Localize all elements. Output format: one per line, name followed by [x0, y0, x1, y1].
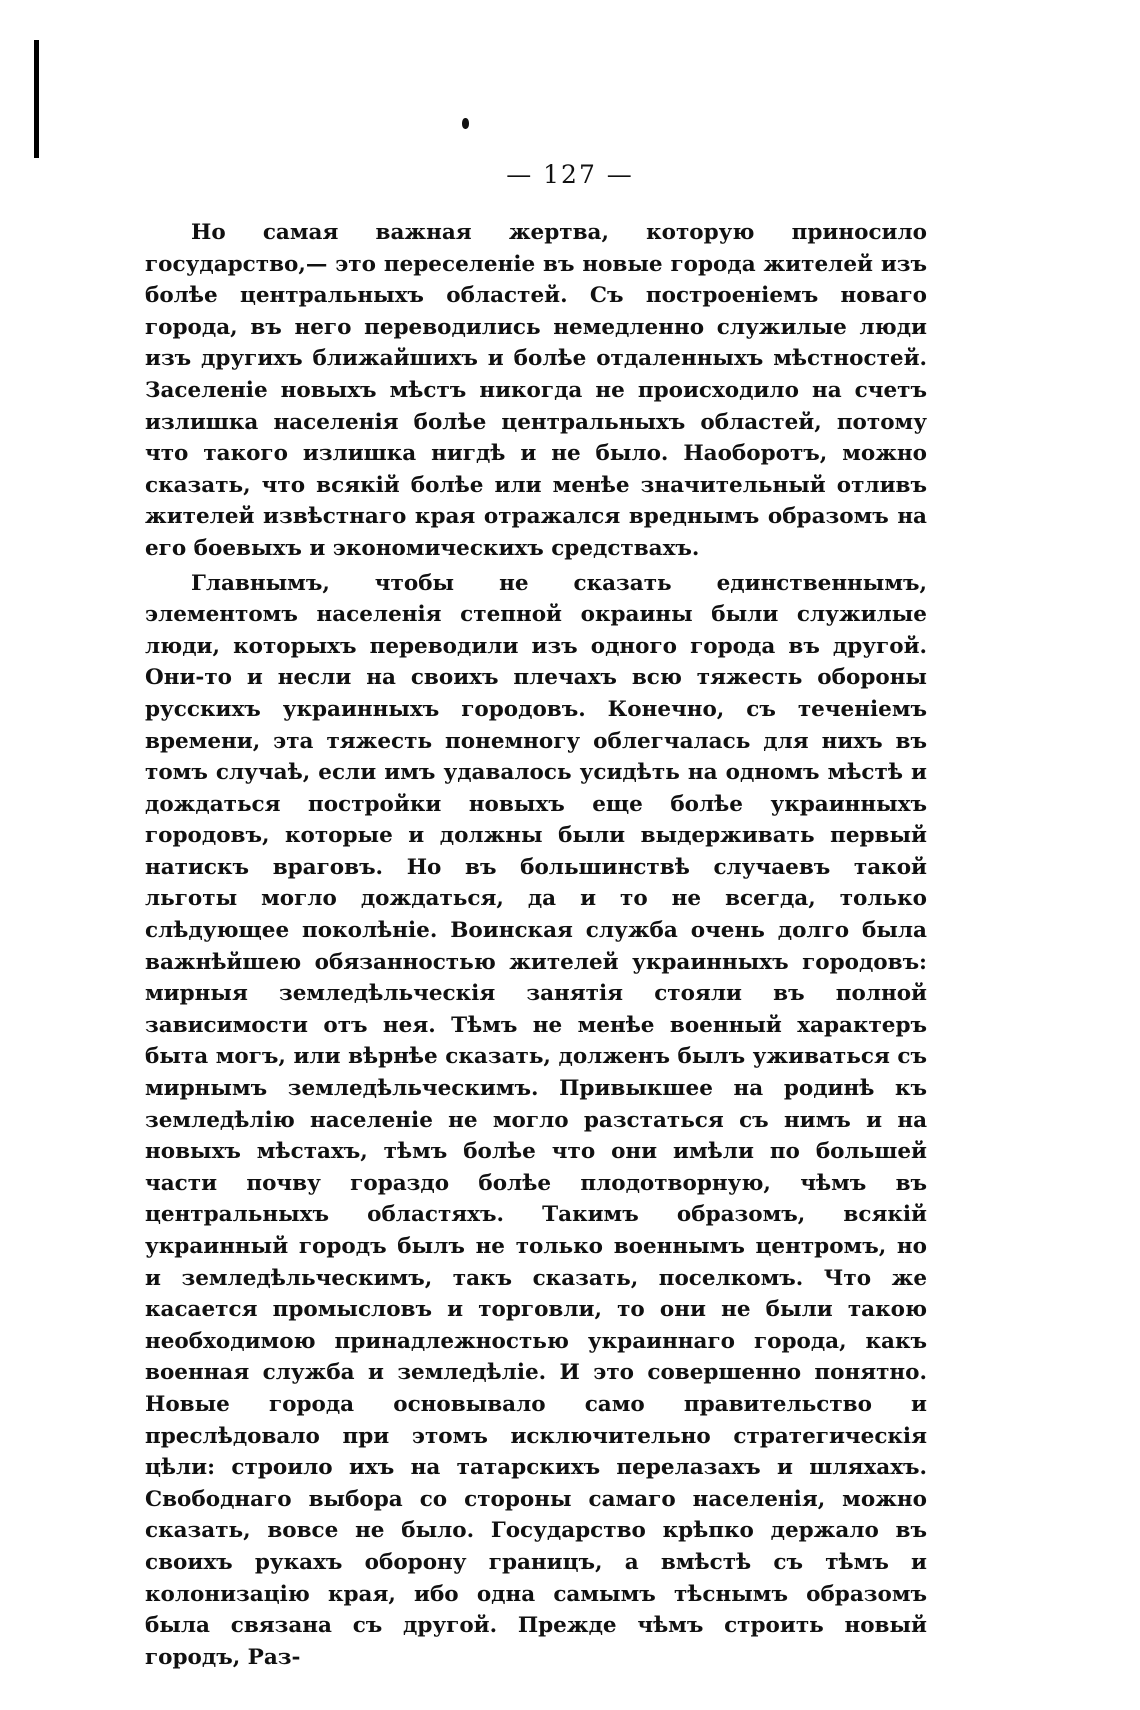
- ink-dot: [462, 118, 469, 129]
- page-number: — 127 —: [506, 160, 634, 189]
- scan-edge-mark: [34, 40, 39, 158]
- paragraph: Но самая важная жертва, которую приносило государство,— это переселеніе въ новые города жителей изъ болѣе центральныхъ областей. Съ построеніемъ новаго города, въ него переводились немедленно служилые люди изъ другихъ ближайшихъ и болѣе отдаленныхъ мѣстностей. Заселеніе новыхъ мѣстъ никогда не происходило на счетъ излишка населенія болѣе центральныхъ областей, потому что такого излишка нигдѣ и не было. Наоборотъ, можно сказать, что всякій болѣе или менѣе значительный отливъ жителей извѣстнаго края отражался вреднымъ образомъ на его боевыхъ и экономическихъ средствахъ.: [145, 220, 927, 561]
- body-text: [145, 217, 927, 1673]
- paragraph: Главнымъ, чтобы не сказать единственнымъ, элементомъ населенія степной окраины были служилые люди, которыхъ переводили изъ одного города въ другой. Они-то и несли на своихъ плечахъ всю тяжесть обороны русскихъ украинныхъ городовъ. Конечно, съ теченіемъ времени, эта тяжесть понемногу облегчалась для нихъ въ томъ случаѣ, если имъ удавалось усидѣть на одномъ мѣстѣ и дождаться постройки новыхъ еще болѣе украинныхъ городовъ, которые и должны были выдерживать первый натискъ враговъ. Но въ большинствѣ случаевъ такой льготы могло дождаться, да и то не всегда, только слѣдующее поколѣніе. Воинская служба очень долго была важнѣйшею обязанностью жителей украинныхъ городовъ: мирныя земледѣльческія занятія стояли въ полной зависимости отъ нея. Тѣмъ не менѣе военный характеръ быта могъ, или вѣрнѣе сказать, долженъ былъ уживаться съ мирнымъ земледѣльческимъ. Привыкшее на родинѣ къ земледѣлію населеніе не могло разстаться съ нимъ и на новыхъ мѣстахъ, тѣмъ болѣе что они имѣли по большей части почву гораздо болѣе плодотворную, чѣмъ въ центральныхъ областяхъ. Такимъ образомъ, всякій украинный городъ былъ не только военнымъ центромъ, но и земледѣльческимъ, такъ сказать, поселкомъ. Что же касается промысловъ и торговли, то они не были такою необходимою принадлежностью украиннаго города, какъ военная служба и земледѣліе. И это совершенно понятно. Новые города основывало само правительство и преслѣдовало при этомъ исключительно стратегическія цѣли: строило ихъ на татарскихъ перелазахъ и шляхахъ. Свободнаго выбора со стороны самаго населенія, можно сказать, вовсе не было. Государство крѣпко держало въ своихъ рукахъ оборону границъ, а вмѣстѣ съ тѣмъ и колонизацію края, ибо одна самымъ тѣснымъ образомъ была связана съ другой. Прежде чѣмъ строить новый городъ, Раз-: [145, 570, 927, 1670]
